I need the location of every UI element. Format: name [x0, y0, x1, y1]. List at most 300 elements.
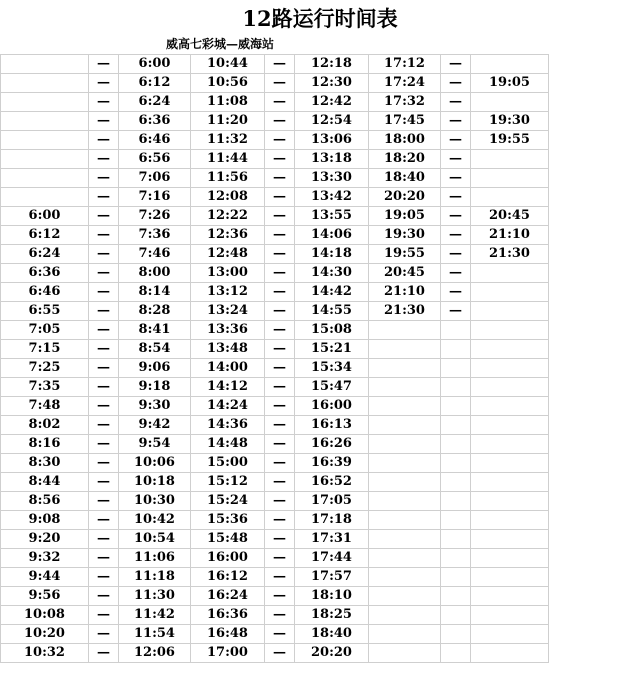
- dash-cell: —: [265, 188, 295, 207]
- table-row: [1, 435, 549, 454]
- time-cell: 15:08: [295, 321, 369, 340]
- time-cell: [471, 188, 549, 207]
- table-row: [1, 93, 549, 112]
- time-cell: 15:36: [191, 511, 265, 530]
- time-cell: [369, 530, 441, 549]
- dash-cell: —: [89, 454, 119, 473]
- table-row: [1, 340, 549, 359]
- time-cell: 19:55: [471, 131, 549, 150]
- dash-cell: —: [89, 568, 119, 587]
- dash-cell: —: [441, 188, 471, 207]
- dash-cell: [441, 359, 471, 378]
- time-cell: 6:55: [1, 302, 89, 321]
- dash-cell: —: [89, 112, 119, 131]
- time-cell: [471, 321, 549, 340]
- time-cell: 9:56: [1, 587, 89, 606]
- dash-cell: —: [89, 473, 119, 492]
- timetable: [0, 54, 549, 663]
- dash-cell: [441, 454, 471, 473]
- time-cell: 14:18: [295, 245, 369, 264]
- time-cell: 7:06: [119, 169, 191, 188]
- time-cell: [471, 378, 549, 397]
- time-cell: 11:20: [191, 112, 265, 131]
- time-cell: 11:56: [191, 169, 265, 188]
- time-cell: [471, 55, 549, 74]
- time-cell: 10:44: [191, 55, 265, 74]
- time-cell: [471, 587, 549, 606]
- time-cell: 16:12: [191, 568, 265, 587]
- dash-cell: —: [89, 530, 119, 549]
- time-cell: 15:00: [191, 454, 265, 473]
- time-cell: 18:25: [295, 606, 369, 625]
- time-cell: 19:05: [471, 74, 549, 93]
- dash-cell: —: [89, 378, 119, 397]
- timetable-body: [1, 55, 549, 663]
- time-cell: [471, 473, 549, 492]
- time-cell: [471, 416, 549, 435]
- time-cell: 16:48: [191, 625, 265, 644]
- time-cell: 12:42: [295, 93, 369, 112]
- dash-cell: [441, 530, 471, 549]
- time-cell: 16:13: [295, 416, 369, 435]
- time-cell: 13:55: [295, 207, 369, 226]
- dash-cell: —: [89, 245, 119, 264]
- time-cell: 7:05: [1, 321, 89, 340]
- time-cell: 8:44: [1, 473, 89, 492]
- time-cell: 17:12: [369, 55, 441, 74]
- time-cell: 13:30: [295, 169, 369, 188]
- dash-cell: —: [265, 321, 295, 340]
- dash-cell: —: [441, 302, 471, 321]
- time-cell: 13:36: [191, 321, 265, 340]
- dash-cell: —: [441, 150, 471, 169]
- time-cell: 9:42: [119, 416, 191, 435]
- table-row: [1, 568, 549, 587]
- time-cell: 14:12: [191, 378, 265, 397]
- time-cell: 7:16: [119, 188, 191, 207]
- table-row: [1, 74, 549, 93]
- dash-cell: —: [441, 131, 471, 150]
- dash-cell: [441, 340, 471, 359]
- dash-cell: —: [265, 511, 295, 530]
- dash-cell: —: [265, 625, 295, 644]
- time-cell: 8:14: [119, 283, 191, 302]
- time-cell: 15:21: [295, 340, 369, 359]
- time-cell: 9:08: [1, 511, 89, 530]
- table-row: [1, 606, 549, 625]
- time-cell: [471, 397, 549, 416]
- route-subtitle: 威高七彩城—威海站: [165, 37, 274, 51]
- dash-cell: —: [89, 416, 119, 435]
- dash-cell: —: [265, 169, 295, 188]
- time-cell: 16:26: [295, 435, 369, 454]
- time-cell: [471, 568, 549, 587]
- time-cell: 10:20: [1, 625, 89, 644]
- time-cell: 16:39: [295, 454, 369, 473]
- time-cell: 13:42: [295, 188, 369, 207]
- time-cell: 6:36: [1, 264, 89, 283]
- table-row: [1, 321, 549, 340]
- time-cell: [369, 587, 441, 606]
- time-cell: 9:18: [119, 378, 191, 397]
- time-cell: 17:31: [295, 530, 369, 549]
- time-cell: [471, 150, 549, 169]
- time-cell: 8:54: [119, 340, 191, 359]
- time-cell: 12:06: [119, 644, 191, 663]
- page-title: 12路运行时间表: [242, 6, 398, 31]
- dash-cell: —: [89, 625, 119, 644]
- table-row: [1, 131, 549, 150]
- dash-cell: —: [265, 93, 295, 112]
- dash-cell: [441, 644, 471, 663]
- dash-cell: [441, 378, 471, 397]
- dash-cell: —: [441, 93, 471, 112]
- table-row: [1, 359, 549, 378]
- table-row: [1, 112, 549, 131]
- time-cell: [471, 340, 549, 359]
- time-cell: 8:02: [1, 416, 89, 435]
- time-cell: 10:42: [119, 511, 191, 530]
- time-cell: [369, 359, 441, 378]
- time-cell: 13:00: [191, 264, 265, 283]
- time-cell: 15:24: [191, 492, 265, 511]
- dash-cell: —: [89, 644, 119, 663]
- dash-cell: [441, 492, 471, 511]
- time-cell: 17:05: [295, 492, 369, 511]
- table-row: [1, 473, 549, 492]
- time-cell: [471, 359, 549, 378]
- time-cell: 16:24: [191, 587, 265, 606]
- time-cell: 11:44: [191, 150, 265, 169]
- time-cell: [369, 473, 441, 492]
- time-cell: 20:20: [295, 644, 369, 663]
- dash-cell: —: [89, 169, 119, 188]
- time-cell: [369, 492, 441, 511]
- time-cell: [369, 378, 441, 397]
- time-cell: [471, 264, 549, 283]
- time-cell: 8:00: [119, 264, 191, 283]
- dash-cell: —: [265, 207, 295, 226]
- table-row: [1, 226, 549, 245]
- time-cell: 8:30: [1, 454, 89, 473]
- time-cell: 14:06: [295, 226, 369, 245]
- dash-cell: —: [265, 112, 295, 131]
- time-cell: 8:56: [1, 492, 89, 511]
- time-cell: 18:10: [295, 587, 369, 606]
- dash-cell: [441, 625, 471, 644]
- time-cell: 8:16: [1, 435, 89, 454]
- time-cell: 20:45: [369, 264, 441, 283]
- dash-cell: —: [265, 473, 295, 492]
- time-cell: [471, 454, 549, 473]
- table-row: [1, 245, 549, 264]
- time-cell: [471, 625, 549, 644]
- time-cell: 21:30: [471, 245, 549, 264]
- time-cell: [471, 302, 549, 321]
- time-cell: 21:10: [369, 283, 441, 302]
- dash-cell: —: [265, 492, 295, 511]
- dash-cell: —: [441, 55, 471, 74]
- time-cell: [471, 549, 549, 568]
- table-row: [1, 549, 549, 568]
- time-cell: 13:48: [191, 340, 265, 359]
- time-cell: [369, 435, 441, 454]
- time-cell: 16:52: [295, 473, 369, 492]
- time-cell: 8:41: [119, 321, 191, 340]
- time-cell: 17:24: [369, 74, 441, 93]
- table-row: [1, 283, 549, 302]
- time-cell: 10:18: [119, 473, 191, 492]
- time-cell: 18:00: [369, 131, 441, 150]
- dash-cell: —: [265, 454, 295, 473]
- dash-cell: —: [265, 530, 295, 549]
- time-cell: 17:32: [369, 93, 441, 112]
- time-cell: 6:56: [119, 150, 191, 169]
- time-cell: 7:36: [119, 226, 191, 245]
- time-cell: 14:30: [295, 264, 369, 283]
- dash-cell: —: [265, 568, 295, 587]
- dash-cell: —: [265, 644, 295, 663]
- time-cell: 7:26: [119, 207, 191, 226]
- dash-cell: —: [265, 150, 295, 169]
- dash-cell: —: [265, 74, 295, 93]
- table-row: [1, 169, 549, 188]
- time-cell: [1, 93, 89, 112]
- dash-cell: —: [89, 207, 119, 226]
- time-cell: 6:46: [119, 131, 191, 150]
- time-cell: 9:06: [119, 359, 191, 378]
- dash-cell: —: [441, 207, 471, 226]
- time-cell: 10:30: [119, 492, 191, 511]
- dash-cell: —: [89, 131, 119, 150]
- table-row: [1, 397, 549, 416]
- dash-cell: [441, 416, 471, 435]
- time-cell: 21:30: [369, 302, 441, 321]
- dash-cell: —: [265, 587, 295, 606]
- time-cell: 12:18: [295, 55, 369, 74]
- time-cell: [1, 55, 89, 74]
- time-cell: 20:45: [471, 207, 549, 226]
- time-cell: 15:47: [295, 378, 369, 397]
- time-cell: 17:44: [295, 549, 369, 568]
- dash-cell: —: [89, 283, 119, 302]
- time-cell: 6:00: [1, 207, 89, 226]
- time-cell: 13:12: [191, 283, 265, 302]
- dash-cell: —: [265, 359, 295, 378]
- time-cell: 15:48: [191, 530, 265, 549]
- dash-cell: —: [89, 226, 119, 245]
- time-cell: 8:28: [119, 302, 191, 321]
- time-cell: [369, 454, 441, 473]
- table-row: [1, 302, 549, 321]
- time-cell: 6:12: [1, 226, 89, 245]
- dash-cell: —: [89, 359, 119, 378]
- dash-cell: [441, 473, 471, 492]
- time-cell: 7:25: [1, 359, 89, 378]
- dash-cell: [441, 397, 471, 416]
- dash-cell: —: [89, 435, 119, 454]
- dash-cell: —: [89, 340, 119, 359]
- time-cell: 19:30: [369, 226, 441, 245]
- time-cell: [369, 511, 441, 530]
- time-cell: 9:44: [1, 568, 89, 587]
- table-row: [1, 492, 549, 511]
- time-cell: 6:12: [119, 74, 191, 93]
- time-cell: [369, 644, 441, 663]
- dash-cell: [441, 587, 471, 606]
- time-cell: [471, 511, 549, 530]
- dash-cell: [441, 511, 471, 530]
- time-cell: 15:34: [295, 359, 369, 378]
- time-cell: [369, 606, 441, 625]
- time-cell: [471, 606, 549, 625]
- table-row: [1, 644, 549, 663]
- time-cell: 14:36: [191, 416, 265, 435]
- time-cell: 16:00: [295, 397, 369, 416]
- time-cell: 6:24: [1, 245, 89, 264]
- dash-cell: —: [89, 321, 119, 340]
- dash-cell: —: [441, 74, 471, 93]
- time-cell: 12:30: [295, 74, 369, 93]
- dash-cell: —: [441, 245, 471, 264]
- time-cell: [471, 530, 549, 549]
- time-cell: [471, 644, 549, 663]
- dash-cell: —: [441, 226, 471, 245]
- time-cell: [1, 150, 89, 169]
- time-cell: [471, 93, 549, 112]
- time-cell: 19:30: [471, 112, 549, 131]
- time-cell: [471, 435, 549, 454]
- dash-cell: —: [89, 492, 119, 511]
- time-cell: 14:42: [295, 283, 369, 302]
- dash-cell: —: [89, 150, 119, 169]
- time-cell: 14:55: [295, 302, 369, 321]
- time-cell: 11:06: [119, 549, 191, 568]
- time-cell: 9:32: [1, 549, 89, 568]
- table-row: [1, 188, 549, 207]
- time-cell: 9:54: [119, 435, 191, 454]
- time-cell: 11:18: [119, 568, 191, 587]
- table-row: [1, 454, 549, 473]
- table-row: [1, 530, 549, 549]
- time-cell: [369, 549, 441, 568]
- time-cell: 11:32: [191, 131, 265, 150]
- time-cell: 17:00: [191, 644, 265, 663]
- time-cell: [471, 283, 549, 302]
- time-cell: 7:35: [1, 378, 89, 397]
- dash-cell: —: [265, 226, 295, 245]
- time-cell: 6:46: [1, 283, 89, 302]
- time-cell: 15:12: [191, 473, 265, 492]
- dash-cell: —: [265, 378, 295, 397]
- time-cell: 7:48: [1, 397, 89, 416]
- time-cell: 9:30: [119, 397, 191, 416]
- dash-cell: [441, 549, 471, 568]
- time-cell: 10:56: [191, 74, 265, 93]
- dash-cell: —: [265, 55, 295, 74]
- time-cell: 11:08: [191, 93, 265, 112]
- time-cell: 10:06: [119, 454, 191, 473]
- time-cell: 18:20: [369, 150, 441, 169]
- time-cell: [369, 416, 441, 435]
- dash-cell: [441, 606, 471, 625]
- time-cell: [1, 74, 89, 93]
- time-cell: 11:54: [119, 625, 191, 644]
- dash-cell: —: [265, 549, 295, 568]
- dash-cell: —: [441, 112, 471, 131]
- time-cell: [369, 340, 441, 359]
- dash-cell: —: [441, 283, 471, 302]
- dash-cell: —: [89, 74, 119, 93]
- time-cell: 14:00: [191, 359, 265, 378]
- time-cell: [1, 169, 89, 188]
- time-cell: [369, 568, 441, 587]
- table-row: [1, 587, 549, 606]
- time-cell: 6:36: [119, 112, 191, 131]
- dash-cell: —: [89, 188, 119, 207]
- time-cell: 13:18: [295, 150, 369, 169]
- time-cell: [369, 321, 441, 340]
- time-cell: 17:57: [295, 568, 369, 587]
- time-cell: 18:40: [295, 625, 369, 644]
- time-cell: 16:36: [191, 606, 265, 625]
- dash-cell: [441, 568, 471, 587]
- time-cell: 11:42: [119, 606, 191, 625]
- time-cell: [1, 112, 89, 131]
- dash-cell: —: [265, 397, 295, 416]
- time-cell: 17:18: [295, 511, 369, 530]
- time-cell: 21:10: [471, 226, 549, 245]
- time-cell: 18:40: [369, 169, 441, 188]
- table-row: [1, 511, 549, 530]
- time-cell: 17:45: [369, 112, 441, 131]
- time-cell: 12:22: [191, 207, 265, 226]
- dash-cell: —: [89, 549, 119, 568]
- time-cell: 13:06: [295, 131, 369, 150]
- table-row: [1, 150, 549, 169]
- time-cell: [471, 492, 549, 511]
- time-cell: 16:00: [191, 549, 265, 568]
- dash-cell: —: [265, 302, 295, 321]
- time-cell: 9:20: [1, 530, 89, 549]
- time-cell: 19:55: [369, 245, 441, 264]
- dash-cell: —: [265, 264, 295, 283]
- time-cell: 7:15: [1, 340, 89, 359]
- dash-cell: —: [89, 511, 119, 530]
- time-cell: 12:54: [295, 112, 369, 131]
- time-cell: 6:24: [119, 93, 191, 112]
- table-row: [1, 207, 549, 226]
- dash-cell: [441, 435, 471, 454]
- time-cell: 10:54: [119, 530, 191, 549]
- dash-cell: —: [89, 93, 119, 112]
- dash-cell: —: [265, 606, 295, 625]
- dash-cell: —: [265, 416, 295, 435]
- time-cell: 10:08: [1, 606, 89, 625]
- time-cell: [471, 169, 549, 188]
- dash-cell: —: [89, 397, 119, 416]
- time-cell: [369, 397, 441, 416]
- dash-cell: —: [265, 283, 295, 302]
- time-cell: 10:32: [1, 644, 89, 663]
- dash-cell: —: [265, 340, 295, 359]
- dash-cell: —: [265, 435, 295, 454]
- table-row: [1, 55, 549, 74]
- table-row: [1, 264, 549, 283]
- dash-cell: —: [441, 169, 471, 188]
- table-row: [1, 625, 549, 644]
- time-cell: [1, 131, 89, 150]
